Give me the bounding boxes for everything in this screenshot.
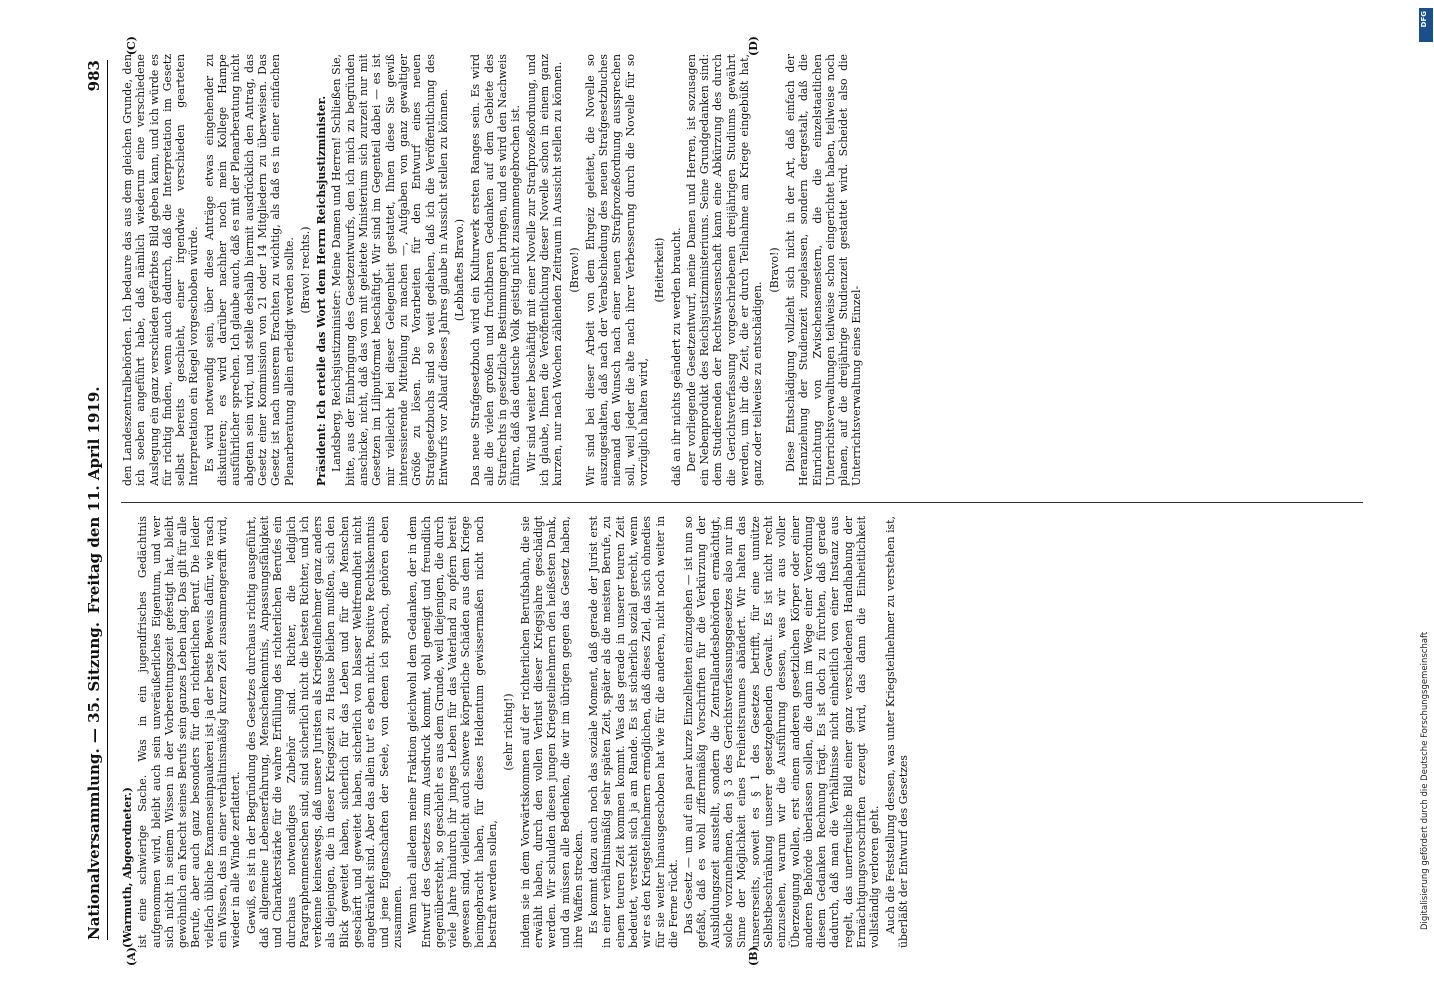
- paragraph: Wenn nach alledem meine Fraktion gleichwohl dem Gedanken, der in dem Entwurf des Gesetzes zum Ausdruck kommt, wohl geneigt und freundlich gegenübersteht, so geschieht es aus dem Grunde, weil diejenigen, die durch viele Jahre hindurch ihr junges Leben für das Vaterland zu opfern bereit gewesen sind, vielleicht auch schwere körperliche Schäden aus dem Kriege heimgebracht haben, für dieses Heldentum gewissermaßen nicht noch bestraft werden sollen,: [406, 516, 500, 948]
- header-date: Freitag den 11. April 1919.: [85, 386, 103, 614]
- paragraph: (Heiterkeit): [653, 237, 667, 303]
- paragraph: Präsident: Ich erteile das Wort dem Herrn Reichsjustizminister.: [315, 95, 329, 486]
- paragraph: (Bravo!): [567, 247, 581, 293]
- paragraph: daß an ihr nichts geändert zu werden braucht.: [669, 227, 683, 486]
- paragraph: Diese Entschädigung vollzieht sich nicht in der Art, daß einfach der Heranziehung der Studienzeit zugelassen, sondern dergestalt, daß die Einrichtung von Zwischensemestern, die die einzelstaatlichen Unterrichtsverwaltungen teilweise schon eingerichtet haben, teilweise noch planen, auf die dreijährige Studienzeit gestattet wird. Scheidet also die Unterrichtsverwaltung eines Einzel-: [783, 54, 864, 486]
- paragraph: Der vorliegende Gesetzentwurf, meine Damen und Herren, ist sozusagen ein Nebenprodukt des Reichsjustizministeriums. Seine Grundgedanken sind: dem Studierenden der Rechtswissenschaft kann eine Abkürzung des durch die Gerichtsverfassung vorgeschriebenen dreijährigen Studiums gewährt werden, um ihr die Zeit, die er durch Teilnahme am Kriege eingebüßt hat, ganz oder teilweise zu entschädigen.: [684, 54, 765, 486]
- paragraph: (Warmuth, Abgeordneter.): [121, 787, 134, 948]
- left-column: [121, 516, 1367, 948]
- paragraph: (Bravo! rechts.): [298, 226, 312, 314]
- marker-c: (C): [125, 36, 138, 56]
- dfg-logo: DFG: [1419, 8, 1433, 42]
- paragraph: Wir sind bei dieser Arbeit von dem Ehrgeiz geleitet, die Novelle so auszugestalten, daß nach der Verabschiedung des neuen Strafgesetzbuches niemand den Wunsch nach einer neuen Strafprozeßordnung aussprechen soll, weil jeder die alte nach ihrer Verbesserung durch die Novelle für so vorzüglich halten wird,: [583, 54, 650, 486]
- paragraph: Landsberg, Reichsjustizminister: Meine Damen und Herren! Schließen Sie, bitte, aus der Einbringung des Gesetzentwurfs, den ich mich zu begründen anschicke, nicht, daß das von mit geleitete Ministerium sich zurzeit nur mit Gesetzen im Liliputformat beschäftigt. Wir sind im Gegenteil dabei — es ist mir vielleicht bei dieser Gelegenheit gestattet, Ihnen diese Sie gewiß interessierende Mitteilung zu machen —, Aufgaben von ganz gewaltiger Größe zu lösen. Die Vorarbeiten für den Entwurf eines neuen Strafgesetzbuchs sind so weit gediehen, daß ich die Veröffentlichung des Entwurfs vor Ablauf dieses Jahres glaube in Aussicht stellen zu können.: [330, 54, 450, 486]
- paragraph: Gewiß, es ist in der Begründung des Gesetzes durchaus richtig ausgeführt, daß allgemeine Lebenserfahrung, Menschenkenntnis, Anpassungsfähigkeit und Charakterstärke für die wahre Erfüllung des richterlichen Berufes ein durchaus notwendiges Zubehör sind. Richter, die lediglich Paragraphenmenschen sind, sind sicherlich nicht die besten Richter, und ich verkenne keineswegs, daß unsere Juristen als Kriegsteilnehmer ganz anders als diejenigen, die in dieser Kriegszeit zu Hause bleiben mußten, sich den Blick geweitet haben, sicherlich für das Leben und für die Menschen geschärft und geweitet haben, sicherlich von blasser Weltfremdheit nicht angekränkelt sind. Aber das allein tut' es eben nicht. Positive Rechtskenntnis und jene Eigenschaften der Seele, von denen ich sprach, gehören eben zusammen.: [244, 516, 404, 948]
- paragraph: indem sie in dem Vorwärtskommen auf der richterlichen Berufsbahn, die sie erwählt haben, durch den vollen Verlust dieser Kriegsjahre geschädigt werden. Wir schulden diesen jungen Kriegsteilnehmern den heißesten Dank, und da müssen alle Bedenken, die wir im übrigen gegen das Gesetz haben, ihre Waffen strecken.: [518, 516, 585, 948]
- paragraph: Das Gesetz — um auf ein paar kurze Einzelheiten einzugehen — ist nun so gefaßt, daß es wohl ziffernmäßig Vorschriften für die Verkürzung der Ausbildungszeit ausstellt, sondern die Zentrallandesbehörden ermächtigt, solche vorzunehmen, den § 3 des Gerichtsverfassungsgesetzes also nur im Sinne der Möglichkeit eines Freiheitsraumes abändert. Wir halten das unsererseits, soweit es § 1 des Gesetzes betrifft, für eine unnütze Selbstbeschränkung unserer gesetzgebenden Gewalt. Es ist nicht recht einzusehen, warum wir die Ausführung dessen, was wir aus voller Überzeugung wollen, erst einem anderen gesetzlichen Körper oder einer anderen Behörde überlassen sollen, die dann im Wege einer Verordnung diesem Gedanken Rechnung trägt. Es ist doch zu fürchten, daß gerade dadurch, daß man die Verhältnisse nicht einheitlich von einer Instanz aus regelt, das unerfreuliche Bild einer ganz verschiedenen Handhabung der Ermächtigungsvorschriften erzeugt wird, das dann die Einheitlichkeit vollständig verloren geht.: [682, 516, 882, 948]
- digitization-note: Digitalisierung gefördert durch die Deutsche Forschungsgemeinschaft: [1420, 631, 1430, 930]
- paragraph: Wir sind weiter beschäftigt mit einer Novelle zur Strafprozeßordnung, und ich glaube, Ihnen die Veröffentlichung dieser Novelle schon in einem ganz kurzen, nur nach Wochen zählenden Zeitraum in Aussicht stellen zu können.: [524, 54, 565, 486]
- paragraph: (Bravo!): [767, 247, 781, 293]
- paragraph: Das neue Strafgesetzbuch wird ein Kulturwerk ersten Ranges sein. Es wird alle die vielen großen und fruchtbaren Gedanken auf dem Gebiete des Strafrechts in gesetzliche Bestimmungen bringen, und es wird den Nachweis führen, daß das deutsche Volk geistig nicht zusammengebrochen ist.: [469, 54, 523, 486]
- page-header: [85, 60, 108, 940]
- column-divider: [121, 502, 1363, 503]
- paragraph: den Landeszentralbehörden. Ich bedaure das aus dem gleichen Grunde, den ich soeben angeführt habe, daß nämlich wiederum eine verschiedene Auslegung ein ganz verschieden gefärbtes Bild geben kann, und ich würde es für richtig finden, wenn auch dadurch, daß die Interpretation im Gesetz selbst bereits geschieht, einer irgendwie verschieden gearteten Interpretation ein Riegel vorgeschoben würde.: [121, 54, 201, 486]
- paragraph: Es wird notwendig sein, über diese Anträge etwas eingehender zu diskutieren; es wird darüber nachher noch mein Kollege Hampe ausführlicher sprechen. Ich glaube auch, daß es mit der Plenarberatung nicht abgetan sein wird, und stelle deshalb hiermit ausdrücklich den Antrag, das Gesetz einer Kommission von 21 oder 14 Mitgliedern zu überweisen. Das Gesetz ist nach unserem Erachten zu wichtig, als daß es in einer einfachen Plenarberatung allein erledigt werden sollte.: [202, 54, 296, 486]
- marker-a: (A): [125, 947, 138, 966]
- marker-d: (D): [747, 36, 760, 56]
- document-page: [47, 30, 1387, 970]
- page-number: 983: [85, 60, 103, 92]
- paragraph: (sehr richtig!): [502, 693, 516, 771]
- header-left: Nationalversammlung. — 35. Sitzung.: [85, 622, 103, 940]
- marker-b: (B): [747, 946, 760, 966]
- paragraph: (Lebhaftes Bravo.): [453, 218, 467, 322]
- paragraph: Auch die Feststellung dessen, was unter Kriegsteilnehmer zu verstehen ist, überläßt der Entwurf des Gesetzes: [883, 516, 910, 948]
- paragraph: ist eine schwierige Sache. Was in ein jugendfrisches Gedächtnis aufgenommen wird, bleibt auch sein unveräußerliches Eigentum, und wer sich nicht in seinem Wissen in der Vorbereitungszeit gefestigt hat, bleibt gewöhnlich ein Knecht seines Berufs sein ganzes Leben lang. Das gilt für alle Berufe, aber auch ganz besonders für den richterlichen Beruf. Die leider vielfach übliche Examenseinpaukerei ist ja der beste Beweis dafür, wie rasch ein Wissen, das in einer verhältnismäßig kurzen Zeit zusammengerafft wird, wieder in alle Winde zerflattert.: [136, 516, 243, 948]
- right-column: [121, 54, 1367, 486]
- paragraph: Es kommt dazu auch noch das soziale Moment, daß gerade der Jurist erst in einer verhältnismäßig sehr späten Zeit, später als die meisten Berufe, zu einem teuren Zeit kommen kommt. Was das gerade in unserer teuren Zeit bedeutet, versteht sich ja am Rande. Es ist sicherlich sozial gerecht, wenn wir es den Kriegsteilnehmern ermöglichen, daß dieses Ziel, das sich ohnedies für sie weiter hinausgeschoben hat wie für die anderen, nicht noch weiter in die Ferne rückt.: [587, 516, 680, 948]
